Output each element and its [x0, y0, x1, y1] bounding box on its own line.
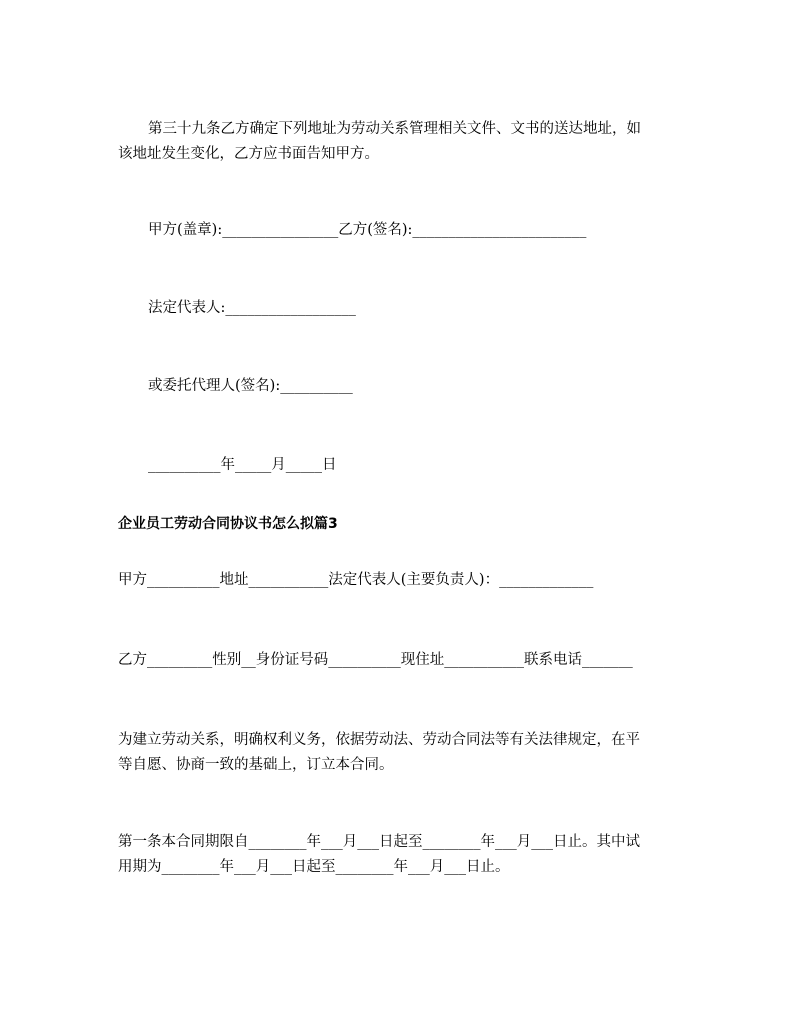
legal-representative-line: 法定代表人:__________________ — [148, 300, 356, 316]
authorized-agent-line: 或委托代理人(签名):__________ — [148, 378, 353, 394]
party-signature-line: 甲方(盖章):________________乙方(签名):________________________ — [148, 222, 587, 238]
section-heading: 企业员工劳动合同协议书怎么拟篇3 — [118, 516, 338, 532]
party-a-info-line: 甲方__________地址___________法定代表人(主要负责人)：_____________ — [118, 572, 594, 588]
date-line: __________年_____月_____日 — [148, 457, 337, 473]
preamble-line-2: 等自愿、协商一致的基础上，订立本合同。 — [118, 757, 394, 773]
article-1-line-2: 用期为________年___月___日起至________年___月___日止。 — [118, 859, 510, 875]
article-1-line-1: 第一条本合同期限自________年___月___日起至________年___月___日止。其中试 — [118, 834, 640, 850]
article-39-line-2: 该地址发生变化，乙方应书面告知甲方。 — [118, 146, 379, 162]
article-39-line-1: 第三十九条乙方确定下列地址为劳动关系管理相关文件、文书的送达地址，如 — [148, 121, 641, 137]
party-b-info-line: 乙方_________性别__身份证号码__________现住址___________联系电话_______ — [118, 652, 633, 668]
preamble-line-1: 为建立劳动关系，明确权利义务，依据劳动法、劳动合同法等有关法律规定，在平 — [118, 732, 640, 748]
